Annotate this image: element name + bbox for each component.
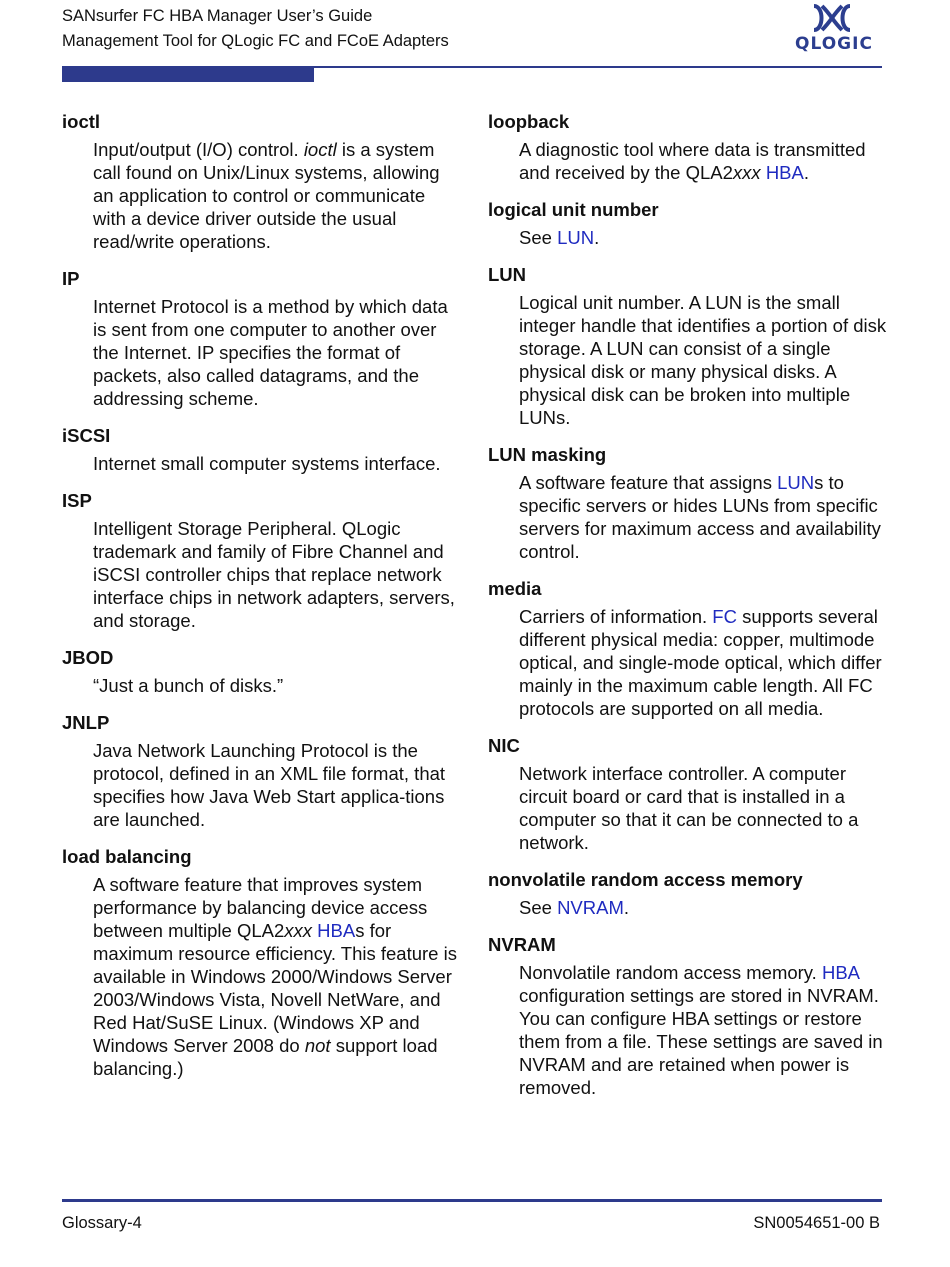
qlogic-logo-icon [808, 2, 856, 34]
glossary-definition [519, 605, 888, 720]
glossary-term: LUN [488, 264, 527, 285]
glossary-entry [62, 489, 462, 632]
definition-text: See [519, 897, 558, 918]
glossary-cross-reference-link[interactable]: HBA [765, 162, 804, 183]
qlogic-logo [788, 2, 880, 58]
document-number: SN0054651-00 B [753, 1214, 880, 1232]
glossary-column-left [62, 110, 462, 1094]
glossary-cross-reference-link[interactable]: HBA [821, 962, 859, 983]
glossary-definition [519, 896, 888, 919]
definition-text: See [519, 227, 558, 248]
glossary-definition [93, 295, 462, 410]
glossary-term: ioctl [62, 111, 101, 132]
glossary-term: ISP [62, 490, 92, 511]
footer-rule [62, 1199, 882, 1202]
glossary-entry [62, 845, 462, 1080]
definition-text: supports several different physical media: copper, multimode optical, and single-mode optical, which differ mainly in the maximum cable length. All FC protocols are supported on all media. [519, 606, 882, 719]
glossary-definition [93, 138, 462, 253]
definition-text: Nonvolatile random access memory. [519, 962, 822, 983]
definition-text: Input/output (I/O) control. [93, 139, 304, 160]
glossary-entry [62, 110, 462, 253]
glossary-term: NVRAM [488, 934, 556, 955]
definition-text: Logical unit number. A LUN is the small integer handle that identifies a portion of disk storage. A LUN can consist of a single physical disk or many physical disks. A physical disk can be broken into multiple LUNs. [519, 292, 887, 428]
definition-text: is a system call found on Unix/Linux systems, allowing an application to control or communicate with a device driver outside the usual read/write operations. [93, 139, 440, 252]
glossary-cross-reference-link[interactable]: LUN [777, 472, 815, 493]
glossary-definition [519, 226, 888, 249]
glossary-entry [488, 577, 888, 720]
glossary-cross-reference-link[interactable]: HBA [317, 920, 356, 941]
glossary-entry [488, 198, 888, 249]
glossary-term: JNLP [62, 712, 110, 733]
glossary-term: JBOD [62, 647, 114, 668]
glossary-entry [62, 267, 462, 410]
glossary-entry [62, 424, 462, 475]
glossary-definition [519, 291, 888, 429]
glossary-entry [62, 646, 462, 697]
definition-text: . [803, 162, 809, 183]
glossary-definition [93, 873, 462, 1080]
glossary-cross-reference-link[interactable]: NVRAM [557, 897, 624, 918]
definition-text: A diagnostic tool where data is transmitted and received by the QLA2 [519, 139, 866, 183]
definition-text: Carriers of information. [519, 606, 713, 627]
italic-text: not [304, 1035, 331, 1056]
glossary-entry [488, 263, 888, 429]
definition-text: s to specific servers or hides LUNs from specific servers for maximum access and availability control. [519, 472, 881, 562]
glossary-entry [488, 443, 888, 563]
glossary-term: logical unit number [488, 199, 659, 220]
glossary-entry [488, 933, 888, 1099]
definition-text: . [623, 897, 630, 918]
glossary-definition [93, 517, 462, 632]
glossary-column-right [488, 110, 888, 1113]
definition-text: Internet Protocol is a method by which data is sent from one computer to another over the Internet. IP specifies the format of packets, also called datagrams, and the addressing scheme. [93, 296, 448, 409]
definition-text: s for maximum resource efficiency. This feature is available in Windows 2000/Windows Server 2003/Windows Vista, Novell NetWare, and Red Hat/SuSE Linux. (Windows XP and Windows Server 2008 do [93, 920, 457, 1056]
definition-text: “Just a bunch of disks.” [93, 675, 284, 696]
definition-text: Network interface controller. A computer circuit board or card that is installed in a computer so that it can be connected to a network. [519, 763, 859, 853]
glossary-entry [488, 734, 888, 854]
italic-text: xxx [732, 162, 761, 183]
glossary-cross-reference-link[interactable]: LUN [557, 227, 595, 248]
glossary-term: iSCSI [62, 425, 111, 446]
header-subtitle: Management Tool for QLogic FC and FCoE Adapters [62, 32, 449, 50]
definition-text: Java Network Launching Protocol is the protocol, defined in an XML file format, that specifies how Java Web Start applica-tions are launched. [93, 740, 446, 830]
glossary-entry [488, 868, 888, 919]
definition-text: configuration settings are stored in NVRAM. You can configure HBA settings or restore them from a file. These settings are saved in NVRAM and are retained when power is removed. [519, 985, 883, 1098]
definition-text: Internet small computer systems interface. [93, 453, 441, 474]
glossary-definition [519, 471, 888, 563]
glossary-definition [93, 452, 462, 475]
header-accent-bar [62, 68, 314, 82]
page-label: Glossary-4 [62, 1214, 142, 1232]
glossary-term: load balancing [62, 846, 192, 867]
glossary-term: media [488, 578, 542, 599]
glossary-term: LUN masking [488, 444, 607, 465]
definition-text: A software feature that improves system performance by balancing device access between multiple QLA2 [93, 874, 428, 941]
glossary-cross-reference-link[interactable]: FC [712, 606, 737, 627]
definition-text: A software feature that assigns [519, 472, 778, 493]
italic-text: xxx [284, 920, 313, 941]
header-title: SANsurfer FC HBA Manager User’s Guide [62, 7, 373, 25]
glossary-definition [519, 961, 888, 1099]
glossary-term: nonvolatile random access memory [488, 869, 803, 890]
glossary-definition [93, 739, 462, 831]
glossary-entry [488, 110, 888, 184]
italic-text: ioctl [303, 139, 337, 160]
glossary-definition [93, 674, 462, 697]
glossary-definition [519, 138, 888, 184]
definition-text: support load balancing.) [93, 1035, 438, 1079]
glossary-term: loopback [488, 111, 570, 132]
glossary-definition [519, 762, 888, 854]
definition-text: . [594, 227, 600, 248]
glossary-term: NIC [488, 735, 520, 756]
definition-text: Intelligent Storage Peripheral. QLogic trademark and family of Fibre Channel and iSCSI controller chips that replace network interface chips in network adapters, servers, and storage. [93, 518, 455, 631]
logo-text: QLOGIC [795, 34, 873, 54]
glossary-entry [62, 711, 462, 831]
glossary-term: IP [62, 268, 80, 289]
